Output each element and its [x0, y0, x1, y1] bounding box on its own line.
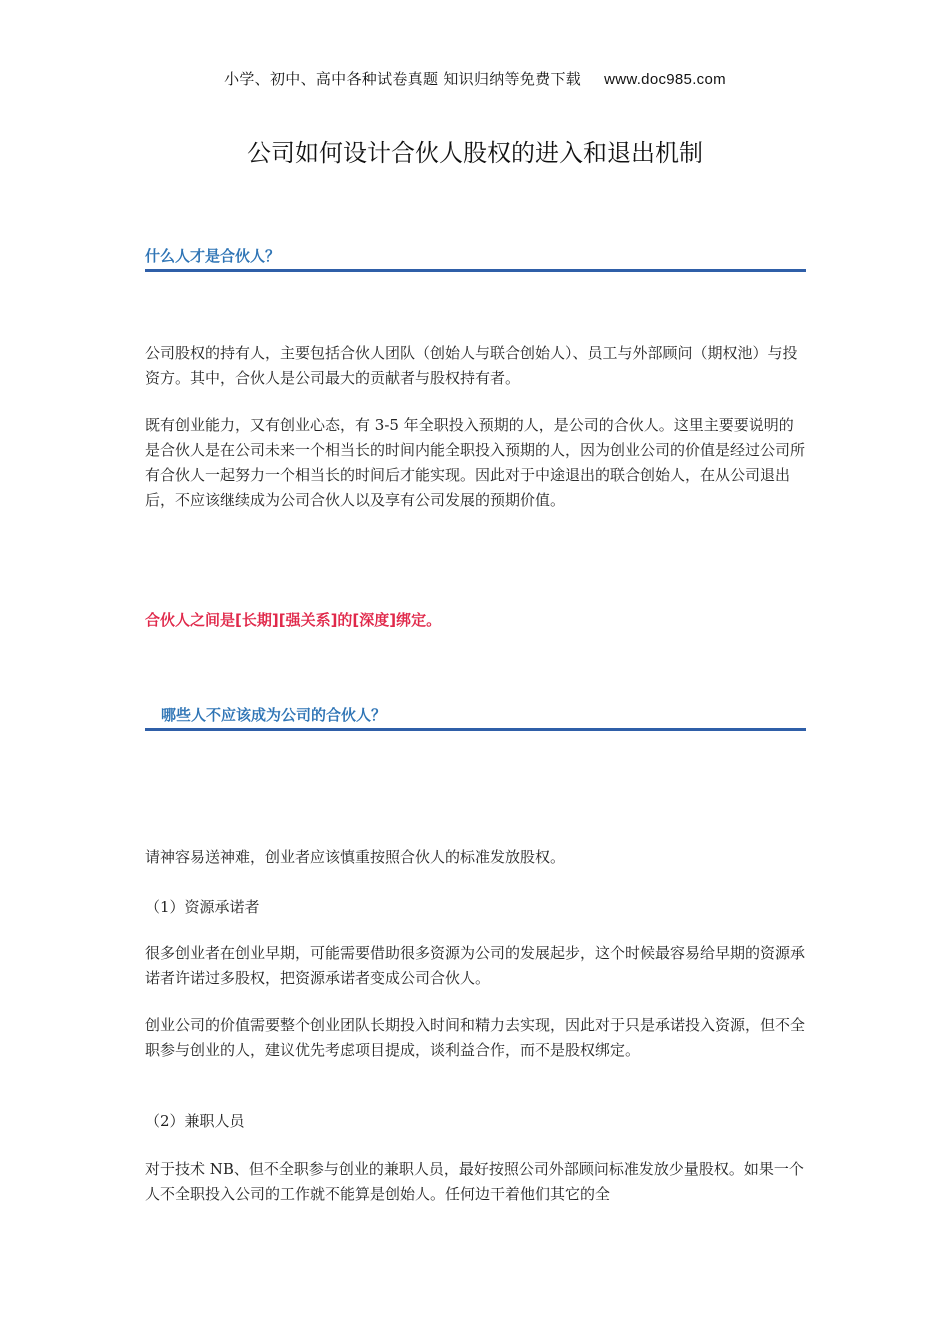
section-heading-1: 什么人才是合伙人？	[145, 245, 806, 272]
paragraph-resource-promiser-2: 创业公司的价值需要整个创业团队长期投入时间和精力去实现，因此对于只是承诺投入资源，但不全职参与创业的人，建议优先考虑项目提成，谈利益合作，而不是股权绑定。	[145, 1016, 806, 1059]
section-heading-2: 哪些人不应该成为公司的合伙人？	[145, 704, 806, 731]
highlight-statement: 合伙人之间是[长期][强关系]的[深度]绑定。	[145, 611, 442, 629]
header-text: 小学、初中、高中各种试卷真题 知识归纳等免费下载	[224, 70, 582, 88]
item-label-resource-promiser: （1）资源承诺者	[145, 898, 260, 916]
header-site-link[interactable]: www.doc985.com	[604, 71, 726, 88]
paragraph-part-time: 对于技术 NB、但不全职参与创业的兼职人员，最好按照公司外部顾问标准发放少量股权。如果一个人不全职投入公司的工作就不能算是创始人。任何边干着他们其它的全	[145, 1160, 804, 1203]
page-header	[0, 68, 950, 89]
paragraph-partner-definition: 既有创业能力，又有创业心态，有 3-5 年全职投入预期的人，是公司的合伙人。这里主要要说明的是合伙人是在公司未来一个相当长的时间内能全职投入预期的人，因为创业公司的价值是经过公司所有合伙人一起努力一个相当长的时间后才能实现。因此对于中途退出的联合创始人，在从公司退出后，不应该继续成为公司合伙人以及享有公司发展的预期价值。	[145, 416, 806, 509]
paragraph-intro: 请神容易送神难，创业者应该慎重按照合伙人的标准发放股权。	[145, 848, 566, 866]
item-label-part-time: （2）兼职人员	[145, 1112, 245, 1130]
paragraph-resource-promiser-1: 很多创业者在创业早期，可能需要借助很多资源为公司的发展起步，这个时候最容易给早期的资源承诺者许诺过多股权，把资源承诺者变成公司合伙人。	[145, 944, 806, 987]
paragraph-shareholders: 公司股权的持有人，主要包括合伙人团队（创始人与联合创始人）、员工与外部顾问（期权池）与投资方。其中，合伙人是公司最大的贡献者与股权持有者。	[145, 344, 798, 387]
document-title: 公司如何设计合伙人股权的进入和退出机制	[247, 139, 703, 167]
